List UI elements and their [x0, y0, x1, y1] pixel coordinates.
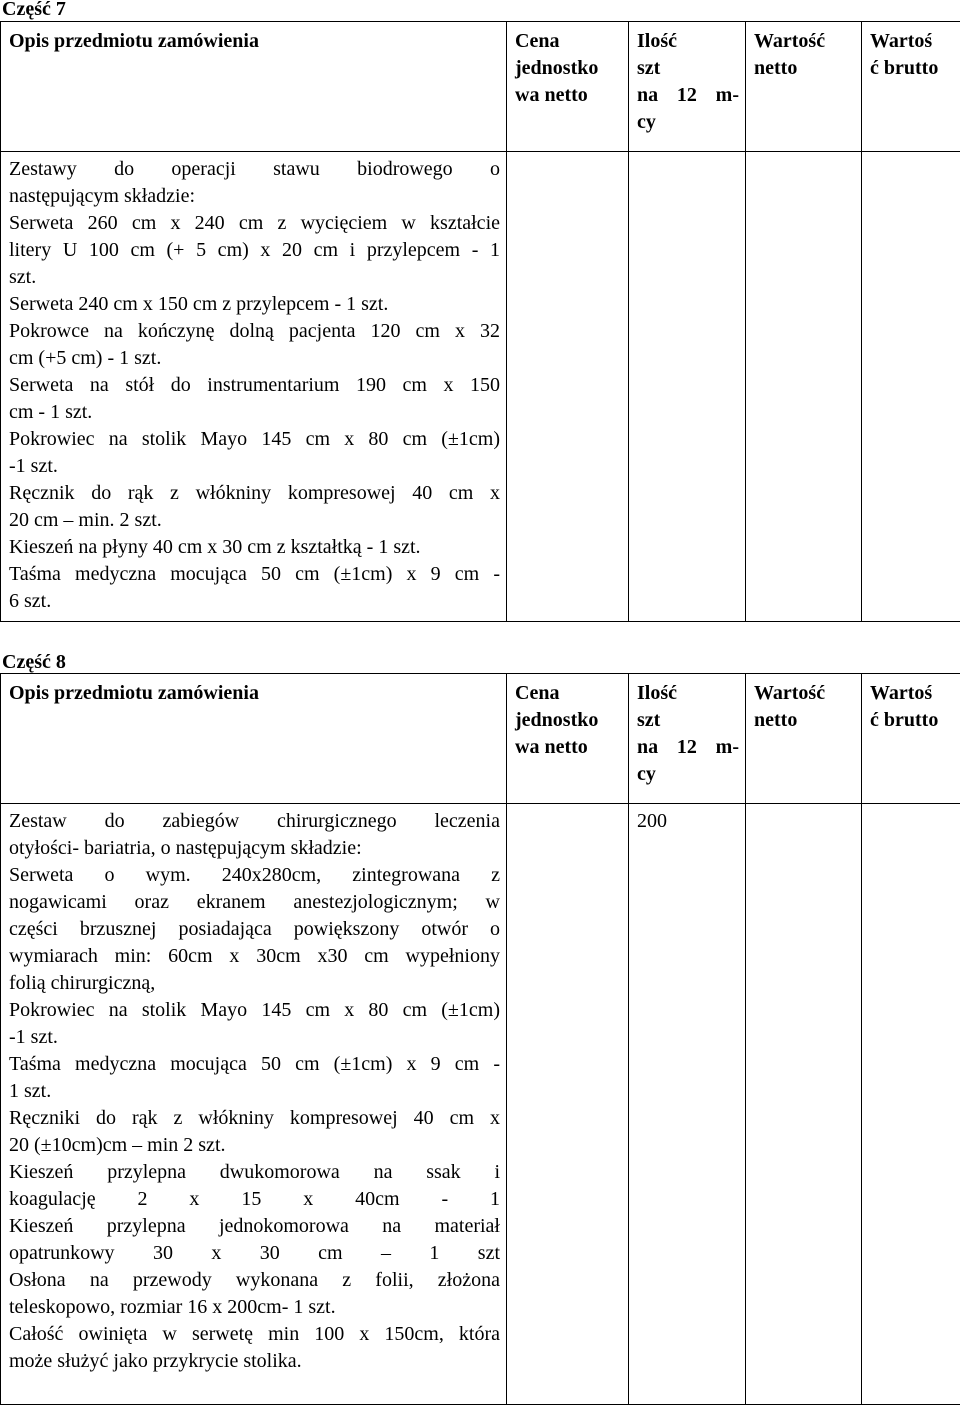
table-row — [1, 152, 960, 622]
part-7-heading: Część 7 — [2, 0, 66, 20]
gross-value-cell — [862, 804, 960, 1405]
table-header-row — [1, 674, 960, 804]
unit-price-header: Cena jednostko wa netto — [507, 674, 629, 804]
item-description: Zestawy do operacji stawu biodrowego o następującym składzie: Serweta 260 cm x 240 cm z wycięciem w kształcie litery U 100 cm (+ 5 cm) x 20 cm i przylepcem - 1 szt. Serweta 240 cm x 150 cm z przylepcem - 1 szt. Pokrowce na kończynę dolną pacjenta 120 cm x 32 cm (+5 cm) - 1 szt. Serweta na stół do instrumentarium 190 cm x 150 cm - 1 szt. Pokrowiec na stolik Mayo 145 cm x 80 cm (±1cm) -1 szt. Ręcznik do rąk z włókniny kompresowej 40 cm x 20 cm – min. 2 szt. Kieszeń na płyny 40 cm x 30 cm z kształtką - 1 szt. Taśma medyczna mocująca 50 cm (±1cm) x 9 cm - 6 szt. — [1, 152, 507, 622]
table-header-row — [1, 22, 960, 152]
part-8-heading: Część 8 — [2, 651, 66, 673]
net-value-header: Wartość netto — [746, 22, 862, 152]
gross-value-cell — [862, 152, 960, 622]
unit-price-header: Cena jednostko wa netto — [507, 22, 629, 152]
quantity-header: Ilość szt na 12 m- cy — [629, 674, 746, 804]
gross-value-header: Wartoś ć brutto — [862, 674, 960, 804]
net-value-header: Wartość netto — [746, 674, 862, 804]
unit-price-cell — [507, 152, 629, 622]
part-7-table — [0, 21, 960, 622]
unit-price-cell — [507, 804, 629, 1405]
description-header: Opis przedmiotu zamówienia — [1, 674, 507, 804]
part-8-table — [0, 673, 960, 1405]
net-value-cell — [746, 804, 862, 1405]
description-header: Opis przedmiotu zamówienia — [1, 22, 507, 152]
quantity-header: Ilość szt na 12 m- cy — [629, 22, 746, 152]
net-value-cell — [746, 152, 862, 622]
table-row — [1, 804, 960, 1405]
quantity-cell: 200 — [629, 804, 746, 1405]
item-description: Zestaw do zabiegów chirurgicznego leczenia otyłości- bariatria, o następującym składzie: Serweta o wym. 240x280cm, zintegrowana z nogawicami oraz ekranem anestezjologicznym; w części brzusznej posiadająca powiększony otwór o wymiarach min: 60cm x 30cm x30 cm wypełniony folią chirurgiczną, Pokrowiec na stolik Mayo 145 cm x 80 cm (±1cm) -1 szt. Taśma medyczna mocująca 50 cm (±1cm) x 9 cm - 1 szt. Ręczniki do rąk z włókniny kompresowej 40 cm x 20 (±10cm)cm – min 2 szt. Kieszeń przylepna dwukomorowa na ssak i koagulację 2 x 15 x 40cm - 1 Kieszeń przylepna jednokomorowa na materiał opatrunkowy 30 x 30 cm – 1 szt Osłona na przewody wykonana z folii, złożona teleskopowo, rozmiar 16 x 200cm- 1 szt. Całość owinięta w serwetę min 100 x 150cm, która może służyć jako przykrycie stolika. — [1, 804, 507, 1405]
quantity-cell — [629, 152, 746, 622]
gross-value-header: Wartoś ć brutto — [862, 22, 960, 152]
